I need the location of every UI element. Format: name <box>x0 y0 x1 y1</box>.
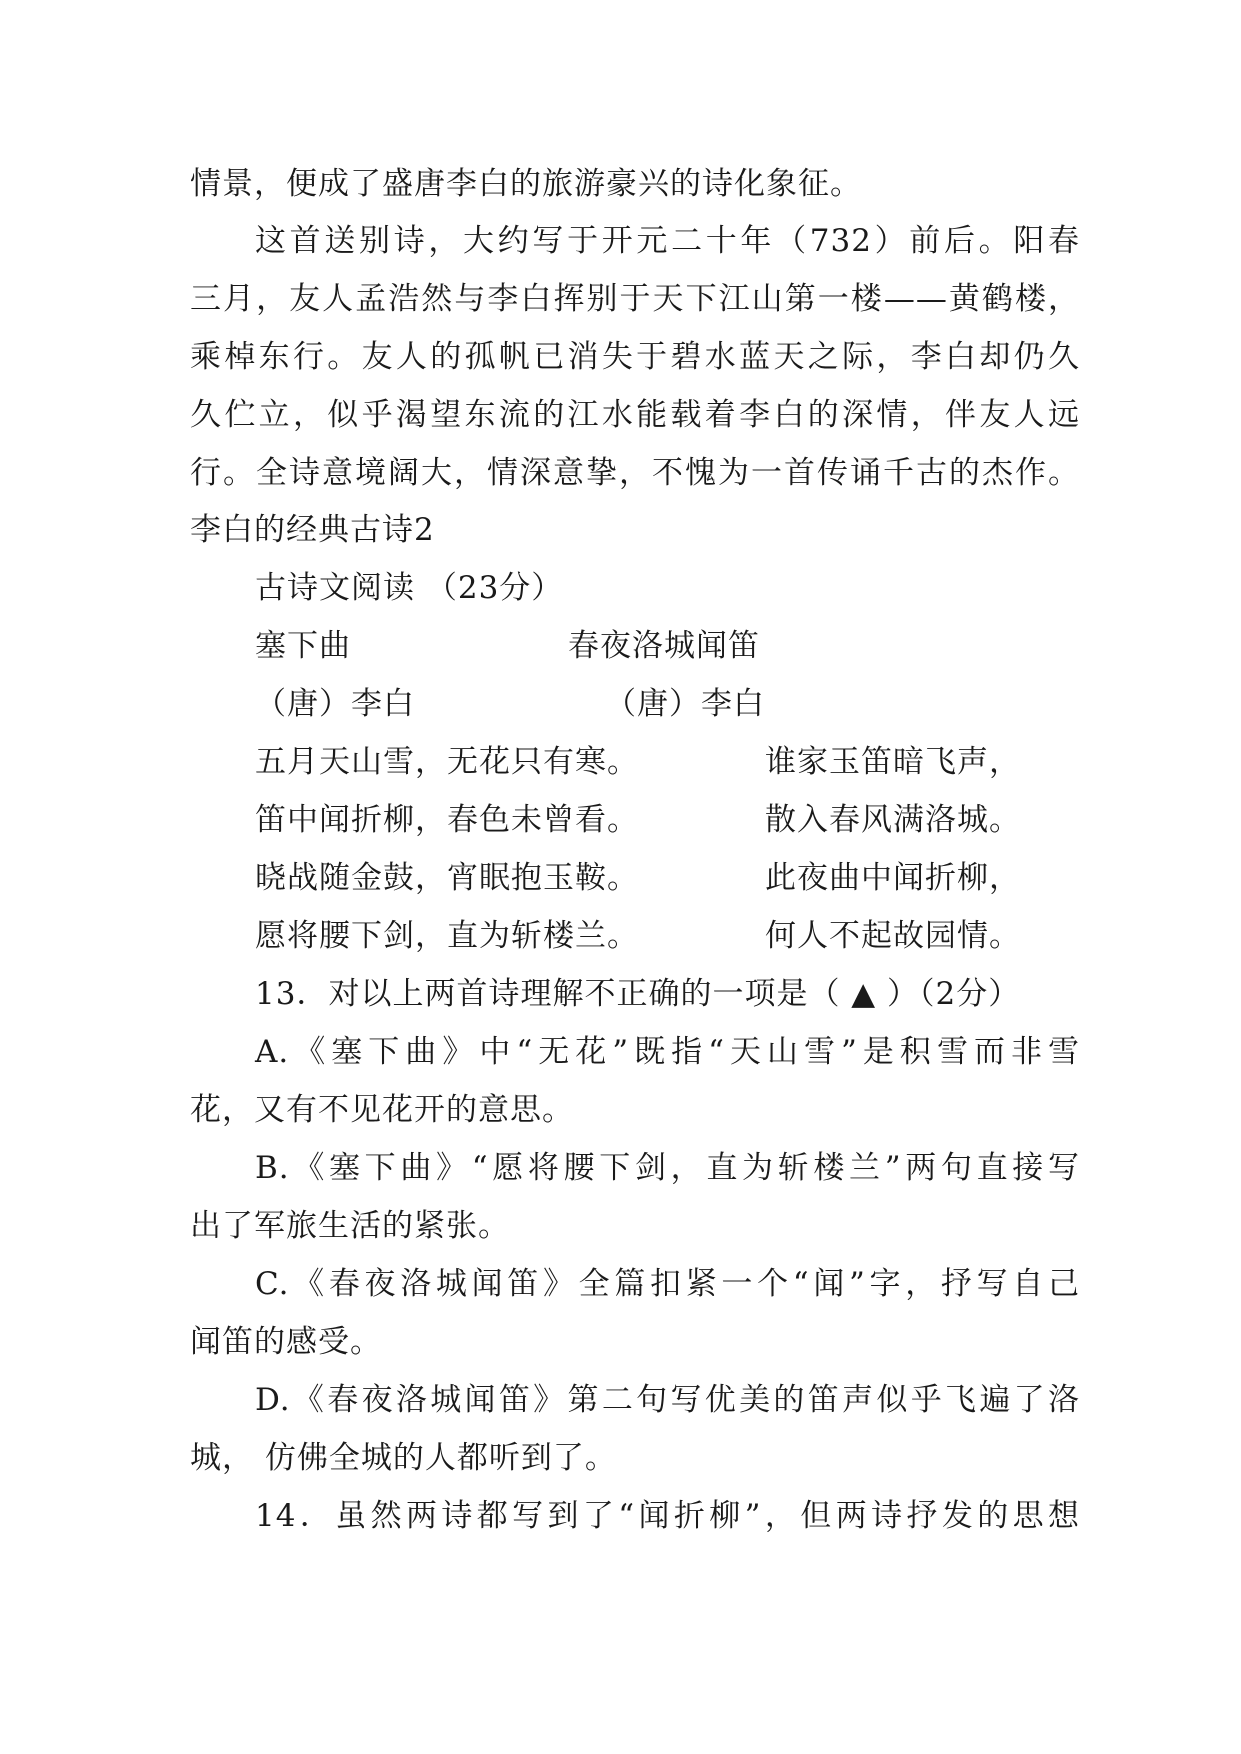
question-13-option-b-cont: 出了军旅生活的紧张。 <box>190 1208 510 1244</box>
poem-line-left: 愿将腰下剑，直为斩楼兰。 <box>255 918 639 954</box>
paragraph-line: 行。全诗意境阔大，情深意挚，不愧为一首传诵千古的杰作。 <box>190 455 1080 491</box>
poem-author-left: （唐）李白 <box>255 686 415 722</box>
question-13-stem: 13．对以上两首诗理解不正确的一项是（ ▲ ）（2分） <box>255 976 1021 1012</box>
question-13-option-a: A.《塞下曲》中“无花”既指“天山雪”是积雪而非雪 <box>255 1034 1080 1070</box>
poem-title-right: 春夜洛城闻笛 <box>568 628 760 664</box>
question-13-option-c: C.《春夜洛城闻笛》全篇扣紧一个“闻”字，抒写自己 <box>255 1266 1080 1302</box>
question-13-option-c-cont: 闻笛的感受。 <box>190 1324 382 1360</box>
paragraph-line: 这首送别诗，大约写于开元二十年（732）前后。阳春 <box>255 223 1080 259</box>
poem-line-left: 晓战随金鼓，宵眠抱玉鞍。 <box>255 860 639 896</box>
poem-line-right: 谁家玉笛暗飞声， <box>765 744 1021 780</box>
question-13-option-d: D.《春夜洛城闻笛》第二句写优美的笛声似乎飞遍了洛 <box>255 1382 1080 1418</box>
section-title: 古诗文阅读 （23分） <box>255 570 564 606</box>
poem-author-right: （唐）李白 <box>605 686 765 722</box>
poem-line-right: 散入春风满洛城。 <box>765 802 1021 838</box>
poem-line-left: 笛中闻折柳，春色未曾看。 <box>255 802 639 838</box>
section-heading: 李白的经典古诗2 <box>190 512 435 548</box>
poem-line-right: 此夜曲中闻折柳， <box>765 860 1021 896</box>
poem-line-right: 何人不起故园情。 <box>765 918 1021 954</box>
paragraph-line: 三月，友人孟浩然与李白挥别于天下江山第一楼——黄鹤楼， <box>190 281 1080 317</box>
poem-line-left: 五月天山雪，无花只有寒。 <box>255 744 639 780</box>
paragraph-line: 乘棹东行。友人的孤帆已消失于碧水蓝天之际，李白却仍久 <box>190 339 1080 375</box>
paragraph-line: 情景，便成了盛唐李白的旅游豪兴的诗化象征。 <box>190 166 862 202</box>
question-13-option-b: B.《塞下曲》“愿将腰下剑，直为斩楼兰”两句直接写 <box>255 1150 1080 1186</box>
question-13-option-d-cont: 城， 仿佛全城的人都听到了。 <box>190 1440 617 1476</box>
question-14-stem: 14．虽然两诗都写到了“闻折柳”，但两诗抒发的思想 <box>255 1498 1080 1534</box>
paragraph-line: 久伫立，似乎渴望东流的江水能载着李白的深情，伴友人远 <box>190 397 1080 433</box>
poem-title-left: 塞下曲 <box>255 628 351 664</box>
question-13-option-a-cont: 花，又有不见花开的意思。 <box>190 1092 574 1128</box>
